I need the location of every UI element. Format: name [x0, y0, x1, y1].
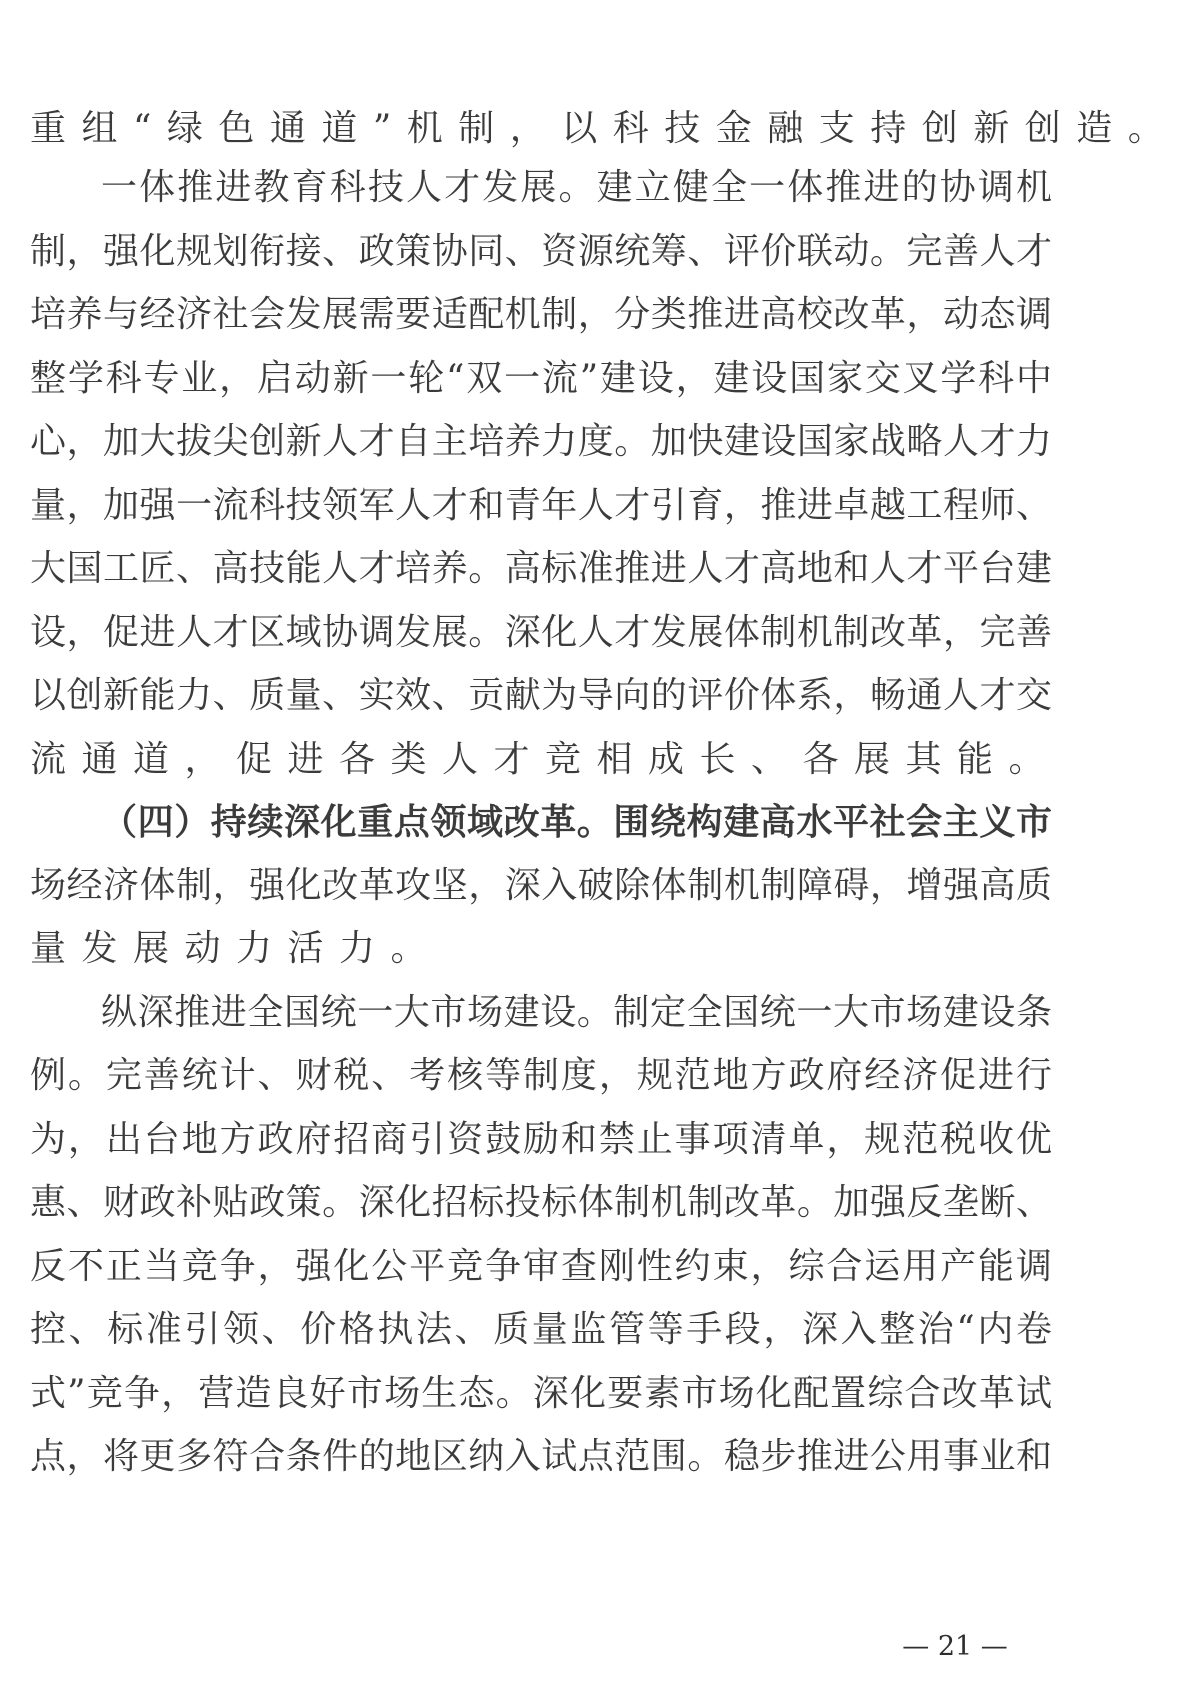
- text-line: 整学科专业，启动新一轮“双一流”建设，建设国家交叉学科中: [30, 358, 1052, 399]
- text-line: 大国工匠、高技能人才培养。高标准推进人才高地和人才平台建: [30, 548, 1052, 589]
- section-heading-line: （四）持续深化重点领域改革。围绕构建高水平社会主义市: [101, 801, 1052, 843]
- page-number: — 21 —: [902, 1631, 1008, 1662]
- text-line: 反不正当竞争，强化公平竞争审查刚性约束，综合运用产能调: [30, 1246, 1052, 1287]
- text-line: 点，将更多符合条件的地区纳入试点范围。稳步推进公用事业和: [30, 1436, 1052, 1477]
- text-line: 式”竞争，营造良好市场生态。深化要素市场化配置综合改革试: [30, 1373, 1052, 1414]
- text-line: 场经济体制，强化改革攻坚，深入破除体制机制障碍，增强高质: [30, 865, 1052, 906]
- text-line: 制，强化规划衔接、政策协同、资源统筹、评价联动。完善人才: [30, 231, 1052, 272]
- text-line: 流通道，促进各类人才竞相成长、各展其能。: [30, 739, 1061, 780]
- paragraph-first-line: 纵深推进全国统一大市场建设。制定全国统一大市场建设条: [101, 992, 1052, 1033]
- text-line: 控、标准引领、价格执法、质量监管等手段，深入整治“内卷: [30, 1309, 1052, 1350]
- text-line: 重组“绿色通道”机制，以科技金融支持创新创造。: [30, 108, 1179, 149]
- text-line: 例。完善统计、财税、考核等制度，规范地方政府经济促进行: [30, 1055, 1052, 1096]
- text-line: 量发展动力活力。: [30, 928, 443, 969]
- text-line: 惠、财政补贴政策。深化招标投标体制机制改革。加强反垄断、: [30, 1182, 1052, 1223]
- paragraph-first-line: 一体推进教育科技人才发展。建立健全一体推进的协调机: [101, 167, 1052, 208]
- text-line: 设，促进人才区域协调发展。深化人才发展体制机制改革，完善: [30, 612, 1052, 653]
- text-line: 以创新能力、质量、实效、贡献为导向的评价体系，畅通人才交: [30, 675, 1052, 716]
- text-line: 心，加大拔尖创新人才自主培养力度。加快建设国家战略人才力: [30, 421, 1052, 462]
- text-line: 培养与经济社会发展需要适配机制，分类推进高校改革，动态调: [30, 294, 1052, 335]
- text-line: 量，加强一流科技领军人才和青年人才引育，推进卓越工程师、: [30, 485, 1052, 526]
- text-line: 为，出台地方政府招商引资鼓励和禁止事项清单，规范税收优: [30, 1119, 1052, 1160]
